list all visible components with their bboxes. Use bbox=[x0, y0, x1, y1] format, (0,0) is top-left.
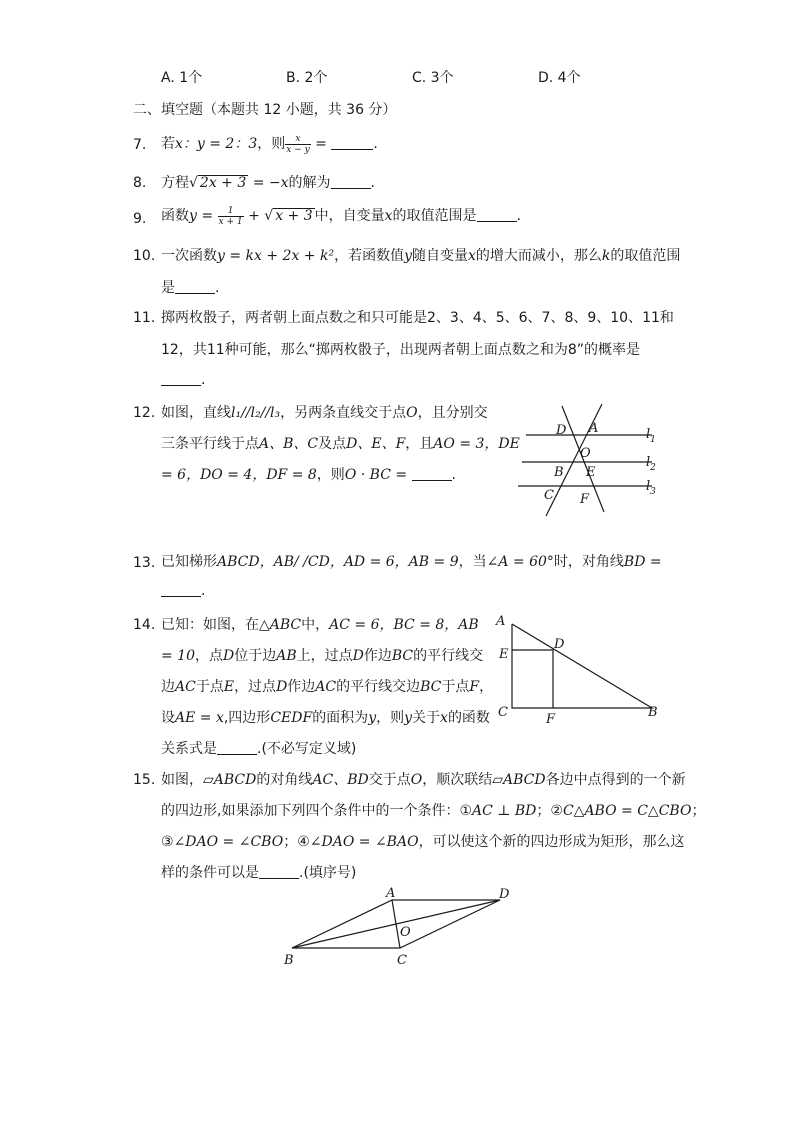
fig12-label-f: F bbox=[580, 492, 590, 507]
q9-t3: 的取值范围是 bbox=[392, 208, 477, 224]
fig14-label-e: E bbox=[499, 647, 509, 662]
q14-y1: y bbox=[368, 710, 377, 726]
fig12-l3-main: l bbox=[646, 479, 651, 494]
q12-answer-blank[interactable] bbox=[412, 466, 452, 481]
q10-t5: 的取值范围 bbox=[610, 248, 681, 264]
q14-y2: y bbox=[404, 710, 413, 726]
q13-t1: 已知梯形 bbox=[161, 554, 217, 570]
q14-ac: AC bbox=[175, 679, 196, 695]
figure-15-parallelogram bbox=[280, 884, 516, 970]
q15-t4: ，顺次联结 bbox=[422, 772, 493, 788]
q14-line1 bbox=[161, 614, 479, 634]
q12-t1: 如图，直线 bbox=[161, 405, 231, 421]
fig12-l2-sub: 2 bbox=[650, 463, 656, 473]
q14-bc2: BC bbox=[420, 679, 442, 695]
q8-eq: = −x bbox=[248, 175, 289, 191]
q8-answer-blank[interactable] bbox=[331, 174, 371, 189]
q14-f: F bbox=[469, 679, 480, 695]
q15-t13: .(填序号) bbox=[299, 865, 357, 881]
fig12-label-e: E bbox=[586, 465, 596, 480]
fig15-label-c: C bbox=[397, 953, 407, 968]
q9-number: 9. bbox=[133, 211, 147, 227]
q14-d2: D bbox=[352, 648, 364, 664]
fig14-label-a: A bbox=[496, 614, 506, 629]
q14-ab2: AB bbox=[276, 648, 297, 664]
q10-t3: 随自变量 bbox=[412, 248, 469, 264]
option-b: B. 2个 bbox=[286, 70, 328, 86]
fig12-label-o: O bbox=[580, 446, 591, 461]
figure-14-triangle bbox=[494, 612, 664, 728]
q14-t6: 作边 bbox=[363, 648, 392, 664]
q8-number: 8. bbox=[133, 175, 147, 191]
q15-cond2: C△ABO = C△CBO bbox=[562, 803, 692, 819]
q8-text: 方程√ 2x + 3 = −x的解为 . bbox=[161, 175, 375, 191]
q12-expr: O · BC = bbox=[344, 467, 412, 483]
q12-abc: A、B、C bbox=[259, 436, 319, 452]
fig15-label-b: B bbox=[284, 953, 294, 968]
q7-t1: 若 bbox=[161, 136, 175, 152]
q14-sides: AC = 6，BC = 8，AB bbox=[329, 617, 479, 633]
q15-line3 bbox=[161, 831, 685, 851]
q14-t5: 上，过点 bbox=[296, 648, 353, 664]
q13-line1 bbox=[161, 551, 662, 571]
q9-text: 函数y = $\frac{1}{x + 1}$ + √ x + 3 中，自变量x的取值范围是 . bbox=[161, 205, 521, 227]
q10-period: . bbox=[215, 280, 220, 296]
q14-e: E bbox=[223, 679, 235, 695]
q14-t16: ,四边形 bbox=[223, 710, 271, 726]
q15-t6: 的四边形,如果添加下列四个条件中的一个条件：① bbox=[161, 803, 472, 819]
q15-t3: 交于点 bbox=[368, 772, 411, 788]
q14-t3: ，点 bbox=[195, 648, 223, 664]
fig12-l1-main: l bbox=[646, 427, 651, 442]
q10-y: y bbox=[404, 248, 413, 264]
q8-t1: 方程 bbox=[161, 175, 189, 191]
q10-x: x bbox=[468, 248, 476, 264]
q9-frac-num: 1 bbox=[218, 206, 244, 217]
q14-t21: 关系式是 bbox=[161, 741, 217, 757]
q14-t8: 边 bbox=[161, 679, 175, 695]
q15-t12: 样的条件可以是 bbox=[161, 865, 259, 881]
q15-t9: ③ bbox=[161, 834, 174, 850]
q7-frac-num: x bbox=[285, 134, 310, 145]
fig14-label-f: F bbox=[546, 712, 556, 727]
q7-period: . bbox=[373, 136, 378, 152]
q7-text bbox=[161, 133, 378, 155]
fig12-label-c: C bbox=[544, 488, 554, 503]
q12-line1 bbox=[161, 402, 488, 422]
q15-t8: ； bbox=[691, 803, 706, 819]
q13-line2 bbox=[161, 582, 205, 599]
q13-t3: 时，对角线 bbox=[553, 554, 624, 570]
q12-t4: 三条平行线于点 bbox=[161, 436, 259, 452]
q12-def: D、E、F bbox=[346, 436, 406, 452]
q15-number: 15. bbox=[133, 772, 156, 788]
q14-t19: 关于 bbox=[412, 710, 441, 726]
option-d: D. 4个 bbox=[538, 70, 581, 86]
q15-t11: ，可以使这个新的四边形成为矩形，那么这 bbox=[418, 834, 685, 850]
q8-period: . bbox=[370, 175, 375, 191]
q13-number: 13. bbox=[133, 555, 156, 571]
q11-line3 bbox=[161, 371, 205, 388]
q15-para1: ▱ABCD bbox=[203, 772, 257, 788]
q10-t1: 一次函数 bbox=[161, 248, 217, 264]
section-title: 二、填空题（本题共 12 小题，共 36 分） bbox=[133, 102, 397, 118]
q15-line2 bbox=[161, 800, 705, 820]
q12-t7: ，则 bbox=[316, 467, 345, 483]
q11-line2: 12，共11种可能，那么“掷两枚骰子，出现两者朝上面点数之和为8”的概率是 bbox=[161, 342, 641, 358]
q15-t10: ；④ bbox=[283, 834, 310, 850]
q15-diag: AC、BD bbox=[312, 772, 369, 788]
q12-parallel: l₁//l₂//l₃ bbox=[231, 405, 281, 421]
q14-t14: ， bbox=[479, 679, 494, 695]
q12-ao: AO = 3，DE bbox=[433, 436, 520, 452]
q12-period: . bbox=[451, 467, 456, 483]
option-c: C. 3个 bbox=[412, 70, 454, 86]
q12-line2 bbox=[161, 433, 520, 453]
q14-t17: 的面积为 bbox=[312, 710, 369, 726]
q14-d3: D bbox=[276, 679, 288, 695]
q14-number: 14. bbox=[133, 617, 156, 633]
fig12-label-d: D bbox=[556, 423, 567, 438]
q15-t1: 如图， bbox=[161, 772, 203, 788]
q13-t2: ，当 bbox=[458, 554, 487, 570]
q14-answer-blank[interactable] bbox=[217, 740, 257, 755]
q7-frac-den: x − y bbox=[286, 144, 310, 155]
q14-line3 bbox=[161, 676, 493, 696]
q14-t4: 位于边 bbox=[234, 648, 277, 664]
q9-t1: 函数 bbox=[161, 208, 189, 224]
q14-t9: 于点 bbox=[195, 679, 224, 695]
q12-t2: ，另两条直线交于点 bbox=[280, 405, 407, 421]
q13-bd: BD = bbox=[623, 554, 662, 570]
q9-y: y = bbox=[189, 208, 218, 224]
q10-func: y = kx + 2x + k² bbox=[217, 248, 335, 264]
q14-aex: AE = x bbox=[175, 710, 224, 726]
q12-t5: 及点 bbox=[318, 436, 347, 452]
q8-t2: 的解为 bbox=[288, 175, 331, 191]
fig12-label-l3 bbox=[646, 479, 656, 497]
q10-t4: 的增大而减小，那么 bbox=[475, 248, 602, 264]
q15-t7: ；② bbox=[536, 803, 563, 819]
q14-line2 bbox=[161, 645, 483, 665]
fig15-label-a: A bbox=[386, 886, 396, 901]
q15-cond1: AC ⊥ BD bbox=[472, 803, 537, 819]
q9-x: x bbox=[384, 208, 393, 224]
q15-para2: ▱ABCD bbox=[492, 772, 546, 788]
q11-period: . bbox=[201, 372, 206, 388]
fig14-rect-edf bbox=[512, 650, 553, 708]
q15-cond4: ∠DAO = ∠BAO bbox=[309, 834, 419, 850]
q14-t22: .(不必写定义域) bbox=[257, 741, 357, 757]
q15-t5: 各边中点得到的一个新 bbox=[545, 772, 686, 788]
q10-k: k bbox=[601, 248, 611, 264]
q12-values: = 6，DO = 4，DF = 8 bbox=[161, 467, 317, 483]
q10-t2: ，若函数值 bbox=[334, 248, 405, 264]
q12-t3: ，且分别交 bbox=[417, 405, 488, 421]
q7-answer-blank[interactable] bbox=[331, 135, 373, 150]
q13-givens: ABCD，AB/ /CD，AD = 6，AB = 9 bbox=[217, 554, 459, 570]
q11-line1: 掷两枚骰子，两者朝上面点数之和只可能是2、3、4、5、6、7、8、9、10、11和 bbox=[161, 310, 674, 326]
figure-12-parallel-lines bbox=[512, 398, 668, 520]
fig14-label-d: D bbox=[554, 637, 565, 652]
q15-cond3: ∠DAO = ∠CBO bbox=[173, 834, 284, 850]
fig14-label-c: C bbox=[498, 705, 508, 720]
q10-answer-blank[interactable] bbox=[175, 279, 215, 294]
q14-line4 bbox=[161, 707, 490, 727]
q7-number: 7. bbox=[133, 137, 147, 153]
q10-line2 bbox=[161, 277, 219, 297]
q14-ac2: AC bbox=[315, 679, 337, 695]
q14-t13: 于点 bbox=[441, 679, 470, 695]
q8-sqrt: 2x + 3 bbox=[199, 175, 247, 191]
q15-line1 bbox=[161, 769, 686, 789]
q14-tri: △ABC bbox=[259, 617, 302, 633]
q11-answer-blank[interactable] bbox=[161, 371, 201, 386]
q7-t2: ，则 bbox=[257, 136, 286, 152]
q12-number: 12. bbox=[133, 405, 156, 421]
q9-answer-blank[interactable] bbox=[477, 207, 517, 222]
q15-line4 bbox=[161, 862, 356, 882]
q14-d1: D bbox=[223, 648, 235, 664]
fig12-label-l2 bbox=[646, 455, 656, 473]
q9-fraction bbox=[218, 206, 244, 227]
q7-ratio: x：y = 2：3 bbox=[175, 136, 258, 152]
q14-t15: 设 bbox=[161, 710, 175, 726]
q15-t2: 的对角线 bbox=[256, 772, 313, 788]
q10-t6: 是 bbox=[161, 280, 175, 296]
q14-t18: ，则 bbox=[376, 710, 405, 726]
q14-t11: 作边 bbox=[287, 679, 316, 695]
q12-t6: ，且 bbox=[405, 436, 434, 452]
fig12-l3-sub: 3 bbox=[650, 487, 656, 497]
q13-angle: ∠A = 60° bbox=[486, 554, 554, 570]
fig14-triangle-abc bbox=[512, 624, 652, 708]
option-a: A. 1个 bbox=[161, 70, 203, 86]
q14-t2: 中， bbox=[301, 617, 330, 633]
q13-period: . bbox=[201, 583, 206, 599]
q14-line5 bbox=[161, 738, 356, 758]
q9-frac-den: x + 1 bbox=[218, 216, 243, 227]
q13-answer-blank[interactable] bbox=[161, 582, 201, 597]
q14-bc: BC bbox=[391, 648, 414, 664]
fig12-l1-sub: 1 bbox=[650, 435, 656, 445]
fig12-label-l1 bbox=[646, 427, 656, 445]
q14-ab: = 10 bbox=[161, 648, 195, 664]
fig15-label-o: O bbox=[400, 925, 411, 940]
q11-number: 11. bbox=[133, 310, 156, 326]
q14-t7: 的平行线交 bbox=[413, 648, 484, 664]
q14-t20: 的函数 bbox=[447, 710, 490, 726]
q10-line1 bbox=[161, 245, 680, 265]
q7-eq: = bbox=[310, 136, 332, 152]
q15-answer-blank[interactable] bbox=[259, 864, 299, 879]
q12-line3 bbox=[161, 464, 456, 484]
q9-period: . bbox=[516, 208, 521, 224]
q14-x: x bbox=[440, 710, 448, 726]
q9-sqrt: x + 3 bbox=[275, 208, 313, 224]
q9-plus: + bbox=[243, 208, 265, 224]
fig12-l2-main: l bbox=[646, 455, 651, 470]
q14-t1: 已知：如图，在 bbox=[161, 617, 259, 633]
q14-t12: 的平行线交边 bbox=[336, 679, 421, 695]
fig12-label-a: A bbox=[589, 421, 599, 436]
q14-t10: ，过点 bbox=[234, 679, 277, 695]
fig14-label-b: B bbox=[648, 705, 658, 720]
q12-o: O bbox=[406, 405, 418, 421]
q10-number: 10. bbox=[133, 248, 156, 264]
fig15-diagonal-ac bbox=[392, 900, 400, 948]
q15-o: O bbox=[410, 772, 423, 788]
fig15-label-d: D bbox=[499, 887, 510, 902]
fig12-label-b: B bbox=[554, 465, 564, 480]
q7-fraction bbox=[285, 134, 310, 155]
q9-t2: 中，自变量 bbox=[314, 208, 385, 224]
q14-cedf: CEDF bbox=[270, 710, 313, 726]
